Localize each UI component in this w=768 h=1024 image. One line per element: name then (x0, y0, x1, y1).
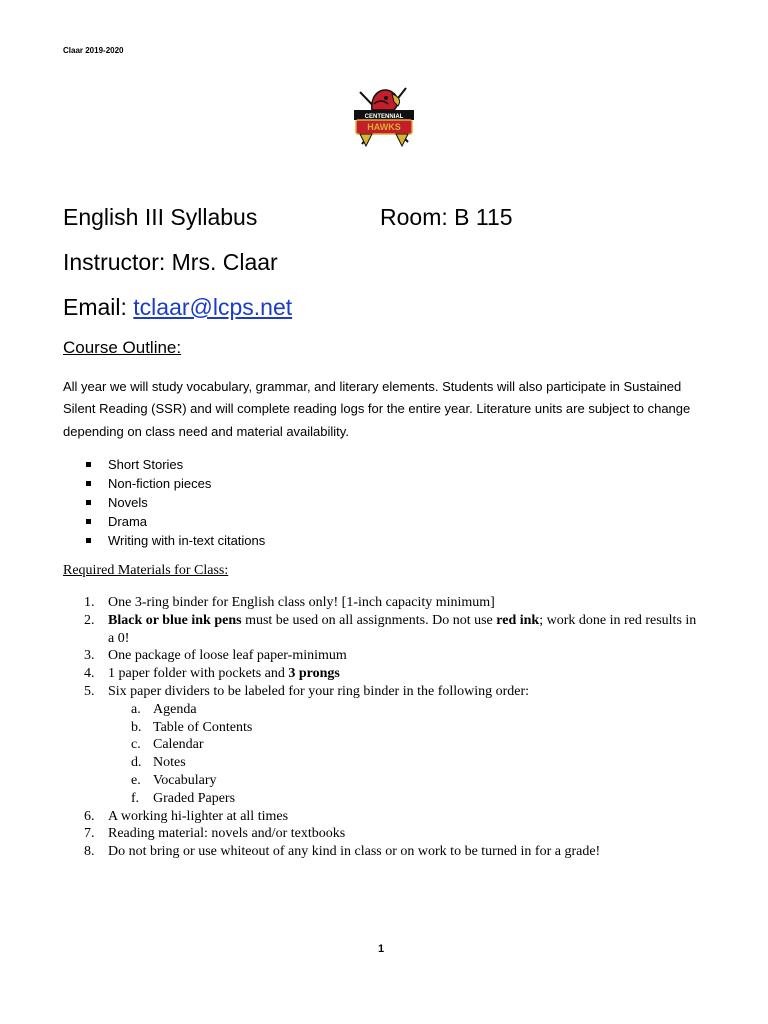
list-item: 8. Do not bring or use whiteout of any kind in class or on work to be turned in for a grade! (84, 844, 601, 860)
list-item: 7. Reading material: novels and/or textbooks (84, 826, 346, 842)
sub-list-item: b. Table of Contents (131, 719, 253, 735)
email-link[interactable]: tclaar@lcps.net (133, 294, 293, 320)
dividers-list (108, 701, 704, 808)
list-item: 1. One 3-ring binder for English class only! [1-inch capacity minimum] (84, 595, 495, 610)
sub-list-item: d. Notes (131, 755, 186, 771)
room-label: Room: B 115 (380, 204, 513, 230)
school-logo (346, 80, 422, 152)
list-item: 5. Six paper dividers to be labeled for your ring binder in the following order: a. Agenda b. Table of Contents c. Calendar d. Notes e. Vocabulary f. Graded Papers (84, 683, 704, 808)
list-item: 3. One package of loose leaf paper-minimum (84, 648, 347, 664)
header-note: Claar 2019-2020 (63, 46, 124, 55)
list-item: Short Stories (84, 455, 265, 474)
list-item: Drama (84, 512, 265, 531)
course-intro: All year we will study vocabulary, grammar, and literary elements. Students will also participate in Sustained Silent Reading (SSR) and will complete reading logs for the entire year. Literature units are subject to change depending on class need and material availability. (63, 379, 691, 439)
list-item: Writing with in-text citations (84, 531, 265, 550)
list-item: Novels (84, 493, 265, 512)
page-title: English III Syllabus (63, 204, 258, 230)
email-label: Email: (63, 294, 127, 320)
instructor-label: Instructor: Mrs. Claar (63, 249, 278, 275)
page-number: 1 (378, 943, 385, 955)
logo-subtext: HAWKS (367, 122, 401, 132)
materials-list (84, 594, 704, 861)
sub-list-item: f. Graded Papers (131, 790, 236, 806)
list-item: 6. A working hi-lighter at all times (84, 808, 289, 824)
sub-list-item: a. Agenda (131, 701, 197, 717)
logo-text: CENTENNIAL (364, 114, 404, 120)
materials-heading: Required Materials for Class: (63, 563, 229, 578)
list-item: 2. Black or blue ink pens must be used on all assignments. Do not use red ink; work done in red results in a 0! (84, 612, 697, 646)
list-item: Non-fiction pieces (84, 474, 265, 493)
email-line (63, 292, 292, 322)
sub-list-item: c. Calendar (131, 737, 204, 753)
list-item: 4. 1 paper folder with pockets and 3 prongs (84, 666, 340, 682)
course-outline-heading: Course Outline: (63, 338, 182, 357)
topics-list (84, 455, 265, 550)
sub-list-item: e. Vocabulary (131, 772, 217, 788)
